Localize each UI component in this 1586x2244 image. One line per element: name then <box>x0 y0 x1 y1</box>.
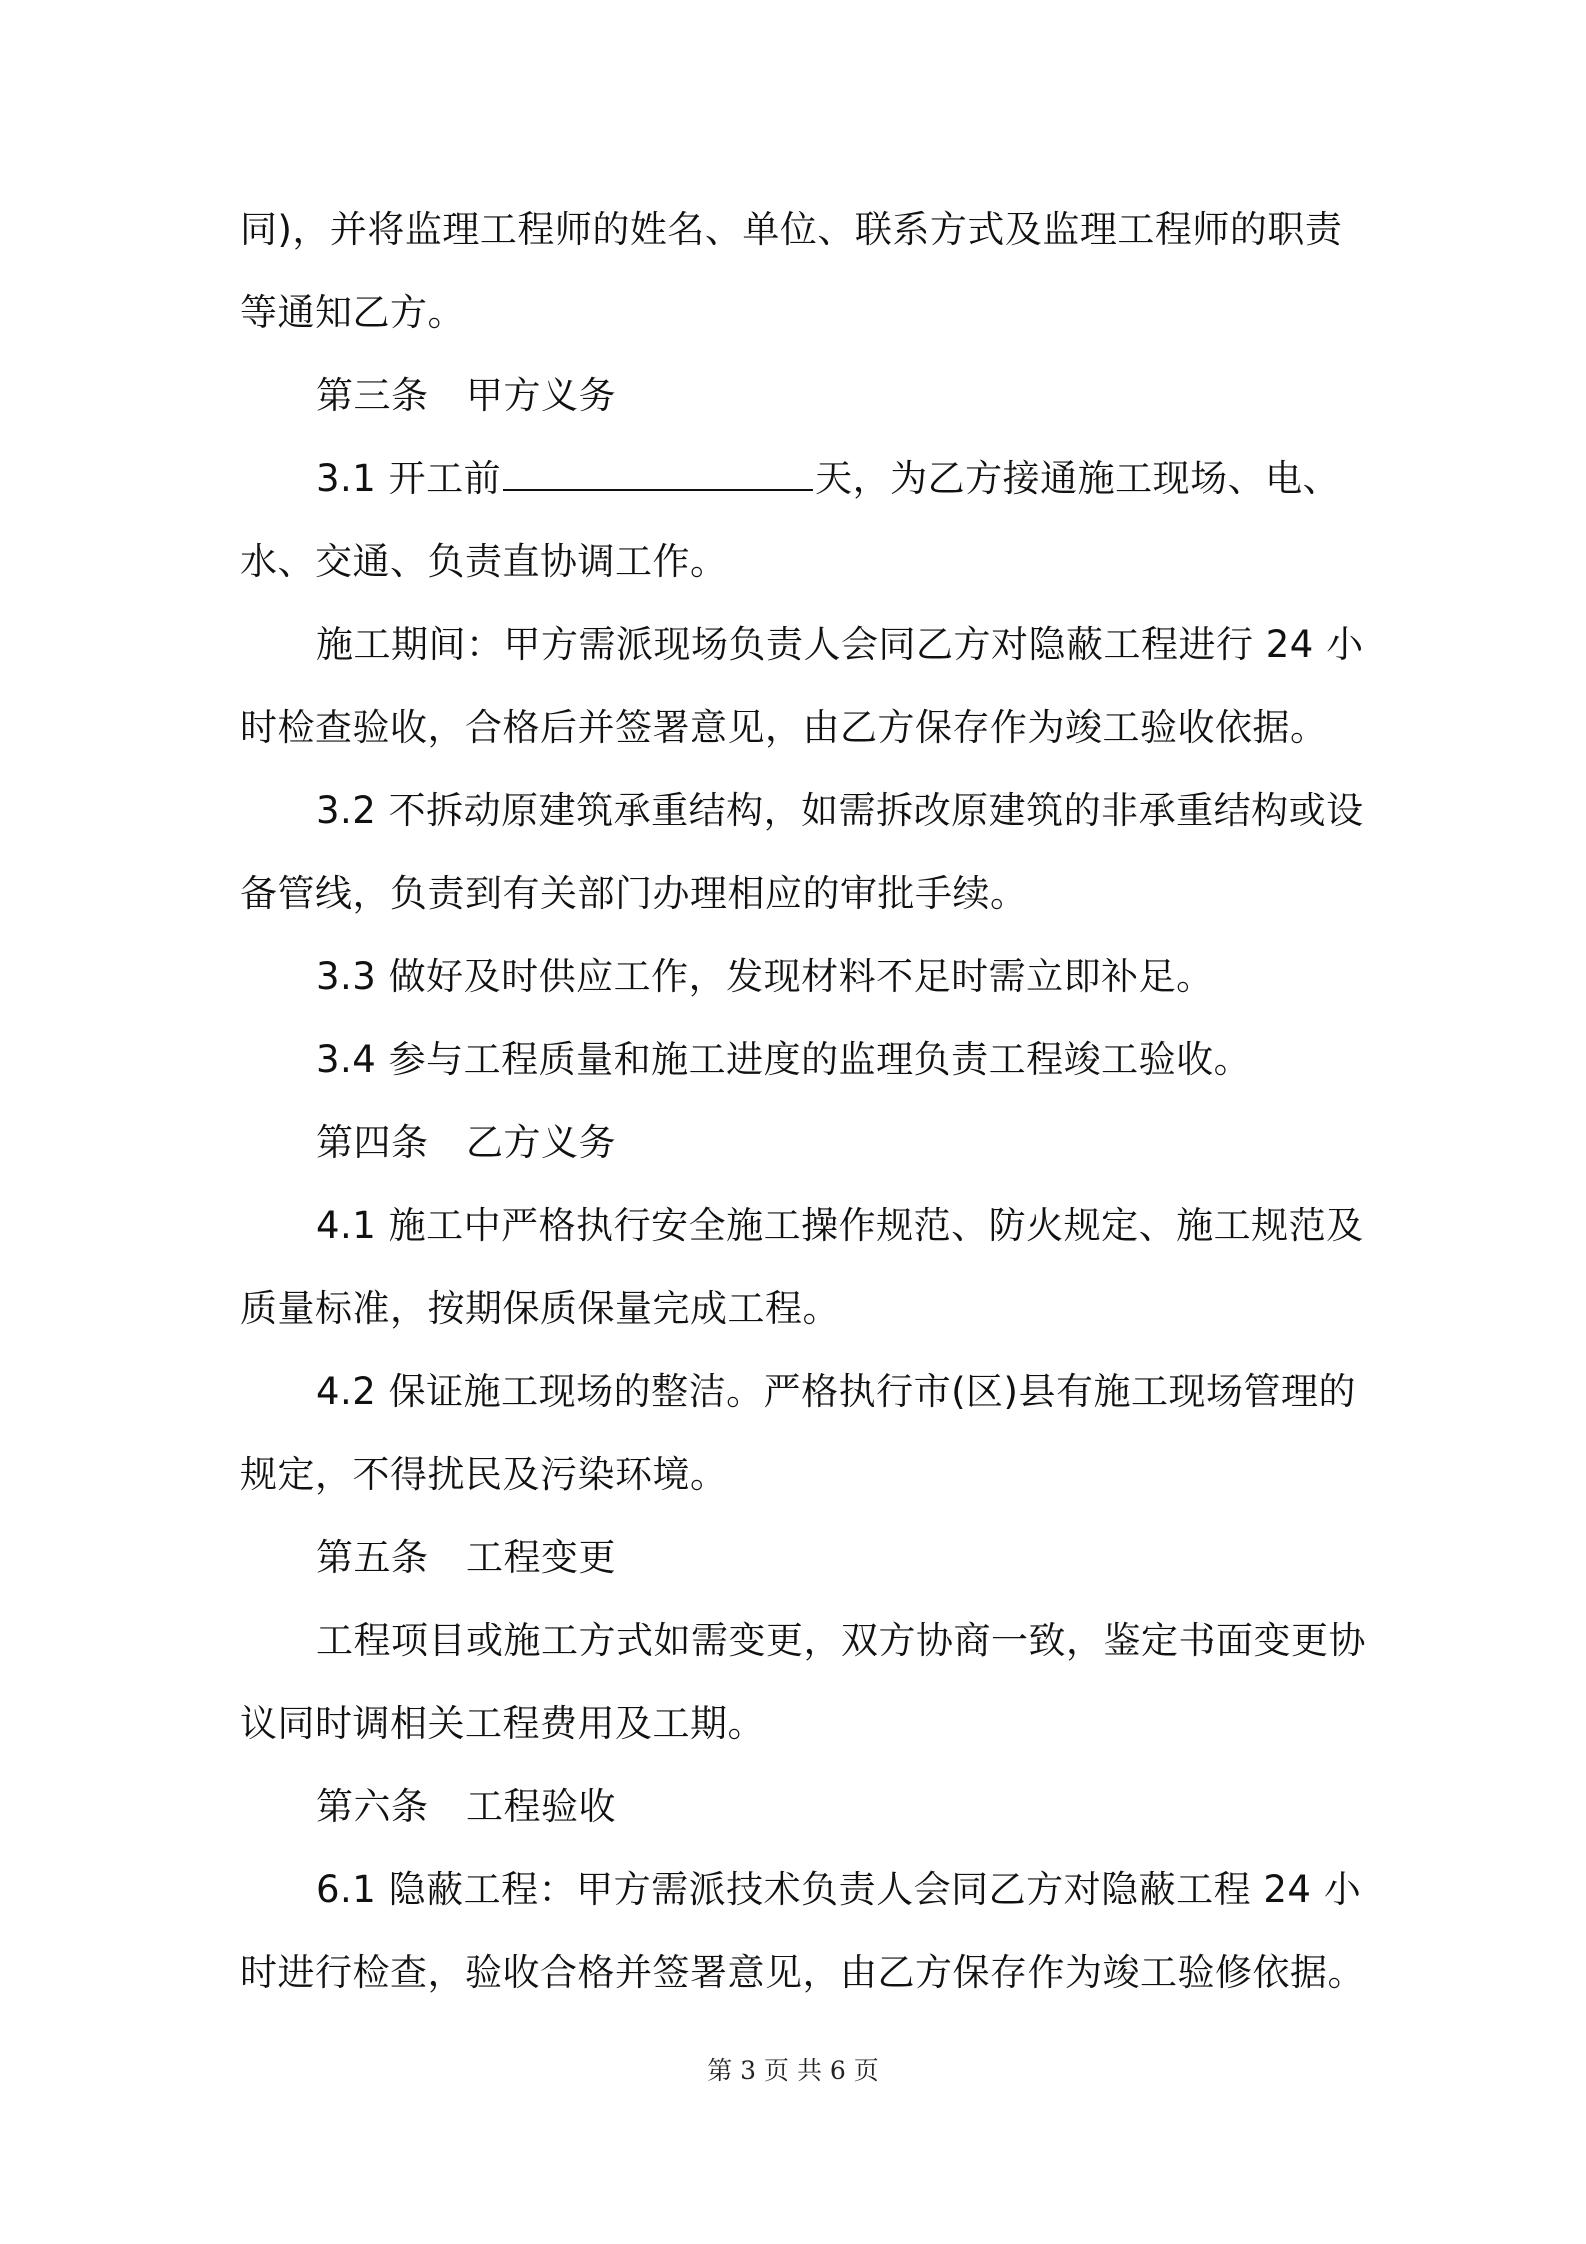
article-5-line-1: 工程项目或施工方式如需变更，双方协商一致，鉴定书面变更协 <box>316 1619 1366 1662</box>
clause-3-2-line-1: 3.2 不拆动原建筑承重结构，如需拆改原建筑的非承重结构或设 <box>316 789 1364 832</box>
clause-4-1-line-2: 质量标准，按期保质保量完成工程。 <box>240 1287 840 1330</box>
page-number-footer: 第 3 页 共 6 页 <box>707 2056 879 2085</box>
clause-3-3: 3.3 做好及时供应工作，发现材料不足时需立即补足。 <box>316 955 1214 998</box>
clause-3-2-line-2: 备管线，负责到有关部门办理相应的审批手续。 <box>240 872 1028 915</box>
clause-3-1-prefix: 3.1 开工前 <box>316 457 502 500</box>
text-line-2: 等通知乙方。 <box>240 291 465 334</box>
clause-4-1-line-1: 4.1 施工中严格执行安全施工操作规范、防火规定、施工规范及 <box>316 1204 1364 1247</box>
clause-6-1-line-1: 6.1 隐蔽工程：甲方需派技术负责人会同乙方对隐蔽工程 24 小 <box>316 1868 1362 1911</box>
clause-3-1-line-1 <box>316 453 1366 505</box>
section-heading-article-5: 第五条 工程变更 <box>316 1536 616 1579</box>
construction-period-line-1: 施工期间：甲方需派现场负责人会同乙方对隐蔽工程进行 24 小 <box>316 623 1364 666</box>
section-heading-article-4: 第四条 乙方义务 <box>316 1121 616 1164</box>
clause-4-2-line-2: 规定，不得扰民及污染环境。 <box>240 1453 728 1496</box>
clause-3-1-line-2: 水、交通、负责直协调工作。 <box>240 540 728 583</box>
section-heading-article-3: 第三条 甲方义务 <box>316 374 616 417</box>
fill-in-blank <box>503 459 813 491</box>
section-heading-article-6: 第六条 工程验收 <box>316 1785 616 1828</box>
construction-period-line-2: 时检查验收，合格后并签署意见，由乙方保存作为竣工验收依据。 <box>240 706 1328 749</box>
clause-4-2-line-1: 4.2 保证施工现场的整洁。严格执行市(区)县有施工现场管理的 <box>316 1370 1356 1413</box>
article-5-line-2: 议同时调相关工程费用及工期。 <box>240 1702 765 1745</box>
clause-6-1-line-2: 时进行检查，验收合格并签署意见，由乙方保存作为竣工验修依据。 <box>240 1951 1365 1994</box>
clause-3-1-suffix: 天，为乙方接通施工现场、电、 <box>815 457 1341 500</box>
text-line-1: 同)，并将监理工程师的姓名、单位、联系方式及监理工程师的职责 <box>240 208 1343 251</box>
clause-3-4: 3.4 参与工程质量和施工进度的监理负责工程竣工验收。 <box>316 1038 1252 1081</box>
